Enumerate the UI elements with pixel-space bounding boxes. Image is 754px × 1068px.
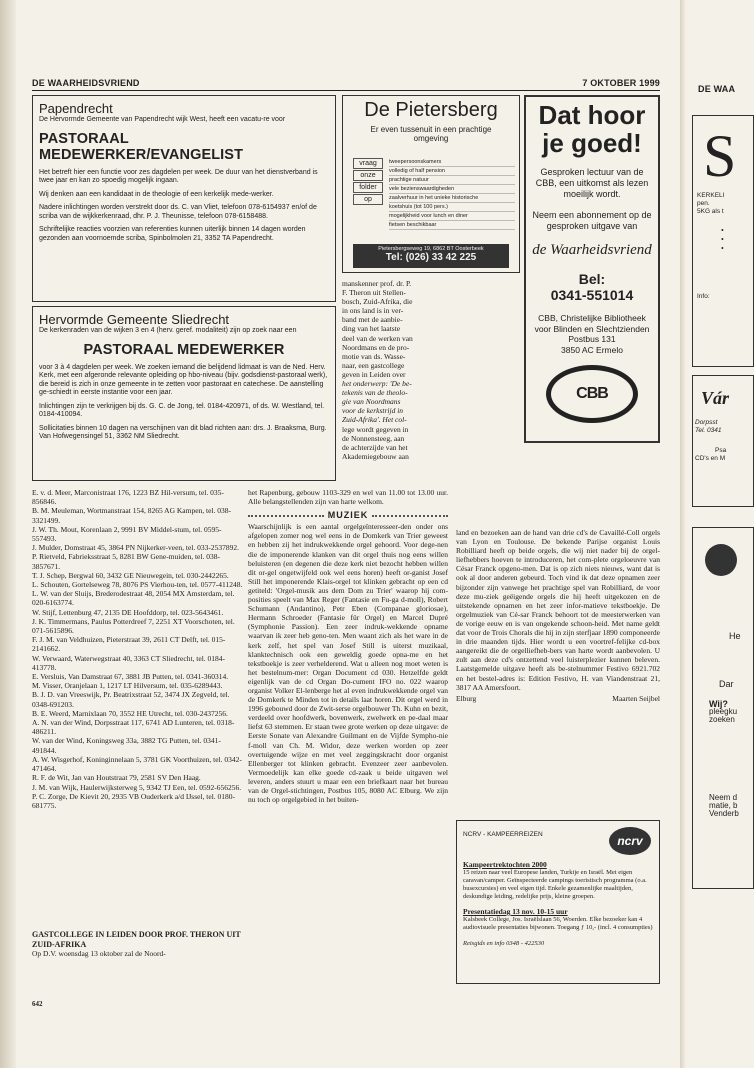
ncrv-logo: ncrv (609, 827, 651, 855)
clip-text: Venderb (709, 809, 739, 818)
ncrv-header: NCRV - KAMPEERREIZEN (463, 831, 543, 838)
clip-text: KERKELI (697, 192, 725, 199)
list-item: B. M. Meuleman, Wortmanstraat 154, 8265 AG Kampen, tel. 038-3321499. (32, 506, 232, 525)
clip-text: Dorpsst (695, 419, 718, 426)
clip-box (692, 527, 754, 889)
header-rule (32, 90, 660, 91)
middle-column (248, 488, 448, 804)
ad-paragraph: Wij denken aan een kandidaat in de theologie of een kerkelijk mede-werker. (39, 190, 274, 198)
ad-paragraph: Het betreft hier een functie voor zes dagdelen per week. De duur van het dienstverband is twee jaar en kan zo spoedig mogelijk ingaan. (39, 168, 318, 184)
article-line: bosch, Zuid-Afrika, die (342, 297, 413, 307)
ad-sliedrecht (32, 306, 336, 481)
pietersberg-tab: folder (353, 182, 383, 193)
pietersberg-feature: koetshuis (tot 100 pers.) (389, 203, 515, 212)
binding-edge (0, 0, 16, 1068)
pietersberg-address: Pietersbergseweg 19, 6862 BT Oosterbeek (378, 246, 484, 252)
clip-text: matie, b (709, 801, 738, 810)
muziek-heading (248, 511, 448, 520)
article-line: naar, een gastcollege (342, 360, 405, 370)
pietersberg-phone: Tel: (026) 33 42 225 (385, 252, 477, 263)
list-item: E. Versluis, Van Damstraat 67, 3881 JB Putten, tel. 0341-360314. (32, 672, 229, 682)
clip-text: pen. (697, 200, 710, 207)
article-line: het onderwerp: 'De be- (342, 379, 412, 389)
article-line: deel van de werken van (342, 333, 413, 343)
clip-text: Tel. 0341 (695, 427, 722, 434)
ad-place: Hervormde Gemeente Sliedrecht (39, 312, 230, 327)
cbb-brand: de Waarheidsvriend (532, 242, 652, 258)
cbb-headline: Dat hoor je goed! (538, 100, 646, 158)
pietersberg-tabs (353, 158, 383, 206)
cbb-postbus: Postbus 131 (568, 334, 616, 344)
gastcollege-article (32, 930, 244, 958)
article-line: Noordmans en de pro- (342, 342, 410, 352)
article-line: in ons land is in ver- (342, 306, 404, 316)
next-page-header: DE WAA (698, 84, 736, 94)
clip-text: He (729, 631, 741, 641)
clip-text: Vár (701, 388, 730, 408)
ad-position: PASTORAAL MEDEWERKER (83, 341, 285, 358)
pietersberg-tagline: Er even tussenuit in een prachtige omgeving (370, 125, 492, 143)
article-line: gie van Noordmans (342, 397, 401, 407)
pietersberg-tab: onze (353, 170, 383, 181)
article-line: tekenis van de theolo- (342, 388, 408, 398)
list-item: M. Visser, Oranjelaan 1, 1217 LT Hilversum, tel. 035-6289443. (32, 681, 223, 691)
article-line: band met de aanbie- (342, 315, 403, 325)
article-line: de achterzijde van het (342, 442, 408, 452)
article-gastcollege-cont (342, 279, 520, 461)
ncrv-text: Kalsbeek College, Jos. Israëlslaan 56, Woerden. Elke bezoeker kan 4 audiovisuele presentaties bijwonen. Toegang ƒ 10,- (incl. 4 consumpties) (463, 916, 653, 931)
pietersberg-tab: op (353, 194, 383, 205)
cbb-text: Neem een abonnement op de gesproken uitgave van (532, 210, 652, 231)
cbb-text: Gesproken lectuur van de CBB, een uitkomst als lezen moeilijk wordt. (535, 167, 649, 199)
list-item: J. Mulder, Domstraat 45, 3864 PN Nijkerker-veen, tel. 033-2537892. (32, 543, 240, 553)
list-item: P. C. Zorge, De Kievit 20, 2935 VB Ouderkerk a/d IJssel, tel. 0180-681775. (32, 791, 236, 810)
pietersberg-tab: vraag (353, 158, 383, 169)
list-item: L. W. van der Sluijs, Brederodestraat 48, 2054 MX Amsterdam, tel. 020-6163774. (32, 589, 235, 608)
pietersberg-feature: tweepersoonskamers (389, 158, 515, 167)
pietersberg-feature: mogelijkheid voor lunch en diner (389, 212, 515, 221)
issue-date: 7 OKTOBER 1999 (582, 78, 660, 88)
clip-text: S (703, 123, 737, 189)
clip-bullets: • • • (721, 226, 724, 253)
right-column (456, 528, 660, 703)
list-item: B. J. D. van Vreeswijk, Pr. Beatrixstraat 52, 3474 JX Zegveld, tel. 0348-691203. (32, 690, 230, 709)
pietersberg-contact-bar (353, 244, 509, 268)
article-line: Zuid-Afrika'. Het col- (342, 415, 407, 425)
ad-paragraph: voor 3 à 4 dagdelen per week. We zoeken iemand die belijdend lidmaat is van de Ned. Herv. Kerk, met een afgeronde relevante opleiding op hbo-niveau (bijv. godsdienst-pastoraal werk), die bereid is zich in onze gemeente in te zetten voor pastoraat en catechese. De aanstelling ge-schiedt in eerste instantie voor een jaar. (39, 363, 328, 396)
clip-box (692, 375, 754, 507)
pietersberg-feature: vele bezienswaardigheden (389, 185, 515, 194)
ad-place: Papendrecht (39, 101, 113, 116)
cbb-postcode: 3850 AC Ermelo (561, 344, 623, 355)
list-item: W. van der Wind, Koningsweg 33a, 3882 TG Putten, tel. 0341-491844. (32, 736, 221, 755)
cbb-phone: 0341-551014 (550, 287, 634, 303)
ncrv-info: Reisgids en info 0348 - 422530 (463, 940, 545, 947)
cbb-call-label: Bel: (578, 271, 606, 287)
ad-position: PASTORAAL MEDEWERKER/EVANGELIST (39, 130, 244, 163)
next-page-strip (686, 95, 741, 1068)
ad-cbb (524, 95, 660, 443)
clip-text: Info: (697, 293, 710, 300)
ad-paragraph: Nadere inlichtingen worden verstrekt door ds. C. van Vliet, telefoon 078-6154937 en/of de scriba van de wijkkerkenraad, dhr. P. J. Theunisse, telefoon 078-6158488. (39, 204, 317, 220)
list-item: A. W. Wisgerhof, Koninginnelaan 5, 3781 GK Voorthuizen, tel. 0342-471464. (32, 754, 242, 774)
clip-text: Neem d (709, 793, 738, 802)
clip-text: Dar (719, 679, 734, 689)
list-item: J. K. Timmermans, Paulus Potterdreef 7, 2251 XT Voorschoten, tel. 071-5615896. (32, 616, 235, 636)
clip-text: 5KG als t (697, 208, 724, 215)
article-line: voor de kerkstrijd in (342, 406, 404, 416)
ad-paragraph: Sollicitaties binnen 10 dagen na verschijnen van dit blad richten aan: drs. J. Braaksma, Burg. Van Hofwegensingel 51, 3362 NM Sliedrecht. (39, 424, 327, 440)
article-line: ding van het laatste (342, 324, 401, 334)
clip-text: Wij? (709, 699, 728, 709)
list-item: J. W. Th. Mout, Korenlaan 2, 9991 BV Middel-stum, tel. 0595-557493. (32, 524, 222, 544)
page-number: 642 (32, 1000, 43, 1008)
signature-place: Elburg (456, 693, 477, 703)
pietersberg-feature: fietsen beschikbaar (389, 221, 515, 230)
ad-intro: De Hervormde Gemeente van Papendrecht wijk West, heeft een vacatu-re voor (39, 116, 286, 123)
article-line: motie van ds. Wasse- (342, 351, 406, 361)
list-item: J. M. van Wijk, Haulerwijksterweg 5, 9342 TJ Een, tel. 0592-656256. (32, 782, 242, 792)
list-item: W. Stijf, Lettenburg 47, 2135 DE Hoofddorp, tel. 023-5643461. (32, 607, 224, 617)
muziek-body: Waarschijnlijk is een aantal orgelgeïnteresseer-den onder ons afgelopen zomer nog wel eens in de Domkerk van Trier geweest en hebben zij het indrukwekkende orgel gehoord. Voor dege-nen die de imponerende klanken van dit orgel thuis nog eens willen beluisteren (en degenen die deze kerk niet bezocht hebben willen dit or-gel ongetwijfeld ook wel eens horen) heeft or-ganist Josef Still het imponerende Klais-orgel tot klinken gebracht op een cd getiteld: 'Orgel-musik aus dem Dom zu Trier' waarop hij com-posities speelt van Max Reger (Fantasie en Fu-ga d-moll), Robert Schumann (Andantino), Petr Eben (Companae gloriosae), Hermann Schroeder (Fantasie für Orgel) en Marcel Dupré (Symphonie Passion). Een zeer indruk-wekkende opname waarvan ik zeer heb geno-ten. Men waant zich als het ware in de kerk zelf, het spel van Josef Still is uiterst muzikaal, klanktechnisch ook een geweldig goede opna-me en het tekstboekje is zeer verhelderend. Wat u alleen nog moet weten is het bestelnum-mer: Organ Document cd 030. Hetzelfde geldt eigenlijk van de cd Organ Do-cument IFO no. 022 waarop organist Volker El-lenberge het al even indrukwekkende orgel van de Domkerk te Minden tot in details laat horen. Dit orgel werd in 1996 gebouwd door de Zwit-serse orgelbouwer Th. Kuhn en bezit, verdeeld over hoofdwerk, bovenwerk, zwelwerk en pe-daal maar liefst 63 stemmen. Er staan twee grote werken op deze uitgave: de Eerste Sonate van Alexandre Guilmant en de Vijfde Sympho-nie f-moll van Ch. M. Widor, deze werken worden op zeer overtuigende wijze en met veel zeggingskracht door organist Ellenberger tot klinken gebracht. Evenzeer zeer aanbevolen. Vermoedelijk kan elke goede cd-zaak u beide uitgaven wel leveren, anders stuurt u maar een een briefkaart naar het bureau van de Orgel-stichtingen, Postbus 105, 8080 AC Elburg. We zijn nu toch op orgelgebied in het buiten- (248, 522, 448, 805)
list-item: B. E. Weerd, Marnixlaan 70, 3552 HE Utrecht, tel. 030-2437256. (32, 708, 228, 718)
gastcollege-text: Op D.V. woensdag 13 oktober zal de Noord- (32, 949, 166, 958)
pietersberg-feature: zaalverhuur in het unieke historische (389, 194, 515, 203)
list-item: R. F. de Wit, Jan van Houtstraat 79, 2581 SV Den Haag. (32, 773, 201, 783)
address-list (32, 488, 244, 810)
pietersberg-feature: volledig of half pension (389, 167, 515, 176)
list-item: W. Verwaard, Waterwegstraat 40, 3363 CT Sliedrecht, tel. 0184-413778. (32, 653, 226, 672)
ncrv-text: 15 reizen naar veel Europese landen, Turkije en Israël. Met eigen caravan/camper. Geïnspecteerde campings toeristisch programma (o.a. busexcursies) en veel eigen tijd. Enkele gezamenlijke maaltijden, deskundige leiding, redelijke prijs, kleine groepen. (463, 869, 647, 900)
clip-text: Psa (715, 447, 727, 454)
ad-papendrecht (32, 95, 336, 302)
ad-intro: De kerkenraden van de wijken 3 en 4 (herv. geref. modaliteit) zijn op zoek naar een (39, 327, 297, 334)
ornament (248, 515, 324, 517)
cbb-logo: CBB (546, 365, 638, 423)
right-body: land en bezoeken aan de hand van drie cd's de Cavaillé-Coll orgels van Lyon en Toulouse. De bekende Parijse organist Louis Robilliard heeft op beide orgels, die wij niet nader bij de orgel-liefhebbers hoeven te introduceren, het com-plete orgeloeuvre van César Franck opgeno-men. Dat is op zich niets nieuws, want dat is ook al door anderen gebeurd. Toch vind ik dat deze opnamen zeer bijzonder zijn vanwege het prachtige spel van Robilliard, de voor deze mu-ziek geëigende orgels die hij heeft uitgekozen en de uitstekende opnamen en het zeer infor-matieve tekstboekje. De orgelmuziek van Cé-sar Franck behoort tot de meesterwerken van de vorige eeuw en is van ongekende schoon-heid. Met name geldt dat voor de Trois Chorals die hij in zijn sterfjaar 1890 componeerde in drie maanden tijds. Hier wordt u een voortref-felijke cd-box aangereikt die de orgelliefheb-bers van harte wordt aanbevolen. U zult aan deze cd's ontzettend veel luisterplezier kunnen beleven. Laatstgemelde uitgave heeft als be-stelnummer Festivo 6921.702 en het bestel-adres is: Edition Festivo, H. van Viandenstraat 21, 3817 AA Amersfoort. (456, 528, 660, 692)
article-line: geven in Leiden over (342, 369, 406, 379)
signature-author: Maarten Seijbel (612, 693, 660, 703)
ncrv-heading: Presentatiedag 13 nov. 10-15 uur (463, 907, 568, 916)
muziek-title: MUZIEK (327, 510, 369, 521)
list-item: A. N. van der Wind, Dorpsstraat 117, 6741 AD Lunteren, tel. 0318-486211. (32, 718, 235, 737)
publication-name: DE WAARHEIDSVRIEND (32, 78, 140, 88)
article-line: de Nonnensteeg, aan (342, 433, 405, 443)
pietersberg-name: De Pietersberg (364, 99, 498, 121)
clip-box (692, 115, 754, 367)
clip-text: CD's en M (695, 455, 726, 462)
gastcollege-heading: GASTCOLLEGE IN LEIDEN DOOR PROF. THERON UIT ZUID-AFRIKA (32, 930, 241, 949)
article-line: manskenner prof. dr. P. (342, 279, 412, 288)
clip-text: pleegku (709, 707, 738, 716)
article-line: Akademiegebouw aan (342, 451, 409, 461)
list-item: P. Rietveld, Fabrieksstraat 5, 8281 BW Gene-muiden, tel. 038-3857671. (32, 552, 220, 571)
pietersberg-feature: prachtige natuur (389, 176, 515, 185)
pietersberg-features (389, 158, 515, 230)
ad-paragraph: Schriftelijke reacties voorzien van referenties kunnen uiterlijk binnen 14 dagen worden gezonden aan voornoemde scriba, Spinbolmolen 21, 3352 TA Papendrecht. (39, 226, 306, 242)
ncrv-heading: Kampeertrektochten 2000 (463, 860, 547, 869)
clip-text: zoeken (709, 715, 735, 724)
list-item: E. v. d. Meer, Marconistraat 176, 1223 BZ Hil-versum, tel. 035-856846. (32, 488, 224, 507)
article-line: lege wordt gegeven in (342, 424, 409, 434)
article-line: F. Theron uit Stellen- (342, 288, 406, 298)
list-item: L. Schouten, Gortelseweg 78, 8076 PS Vierhou-ten, tel. 0577-411248. (32, 580, 243, 590)
list-item: F. J. M. van Veldhuizen, Pieterstraat 39, 2611 CT Delft, tel. 015-2141662. (32, 635, 226, 654)
list-item: T. J. Schep, Bergwal 60, 3432 GE Nieuwegein, tel. 030-2442265. (32, 570, 229, 580)
ad-pietersberg (342, 95, 520, 273)
signature (456, 694, 660, 703)
ad-paragraph: Inlichtingen zijn te verkrijgen bij ds. G. C. de Jong, tel. 0184-420971, of ds. W. Westland, tel. 0184-410094. (39, 402, 325, 418)
ad-ncrv (456, 820, 660, 984)
middle-top-text: het Rapenburg, gebouw 1103-329 en wel van 11.00 tot 13.00 uur. Alle belangstellenden zijn van harte welkom. (248, 488, 448, 507)
clip-logo (705, 544, 737, 576)
ornament (372, 515, 448, 517)
cbb-org: CBB, Christelijke Bibliotheek voor Blinden en Slechtzienden (534, 313, 650, 334)
